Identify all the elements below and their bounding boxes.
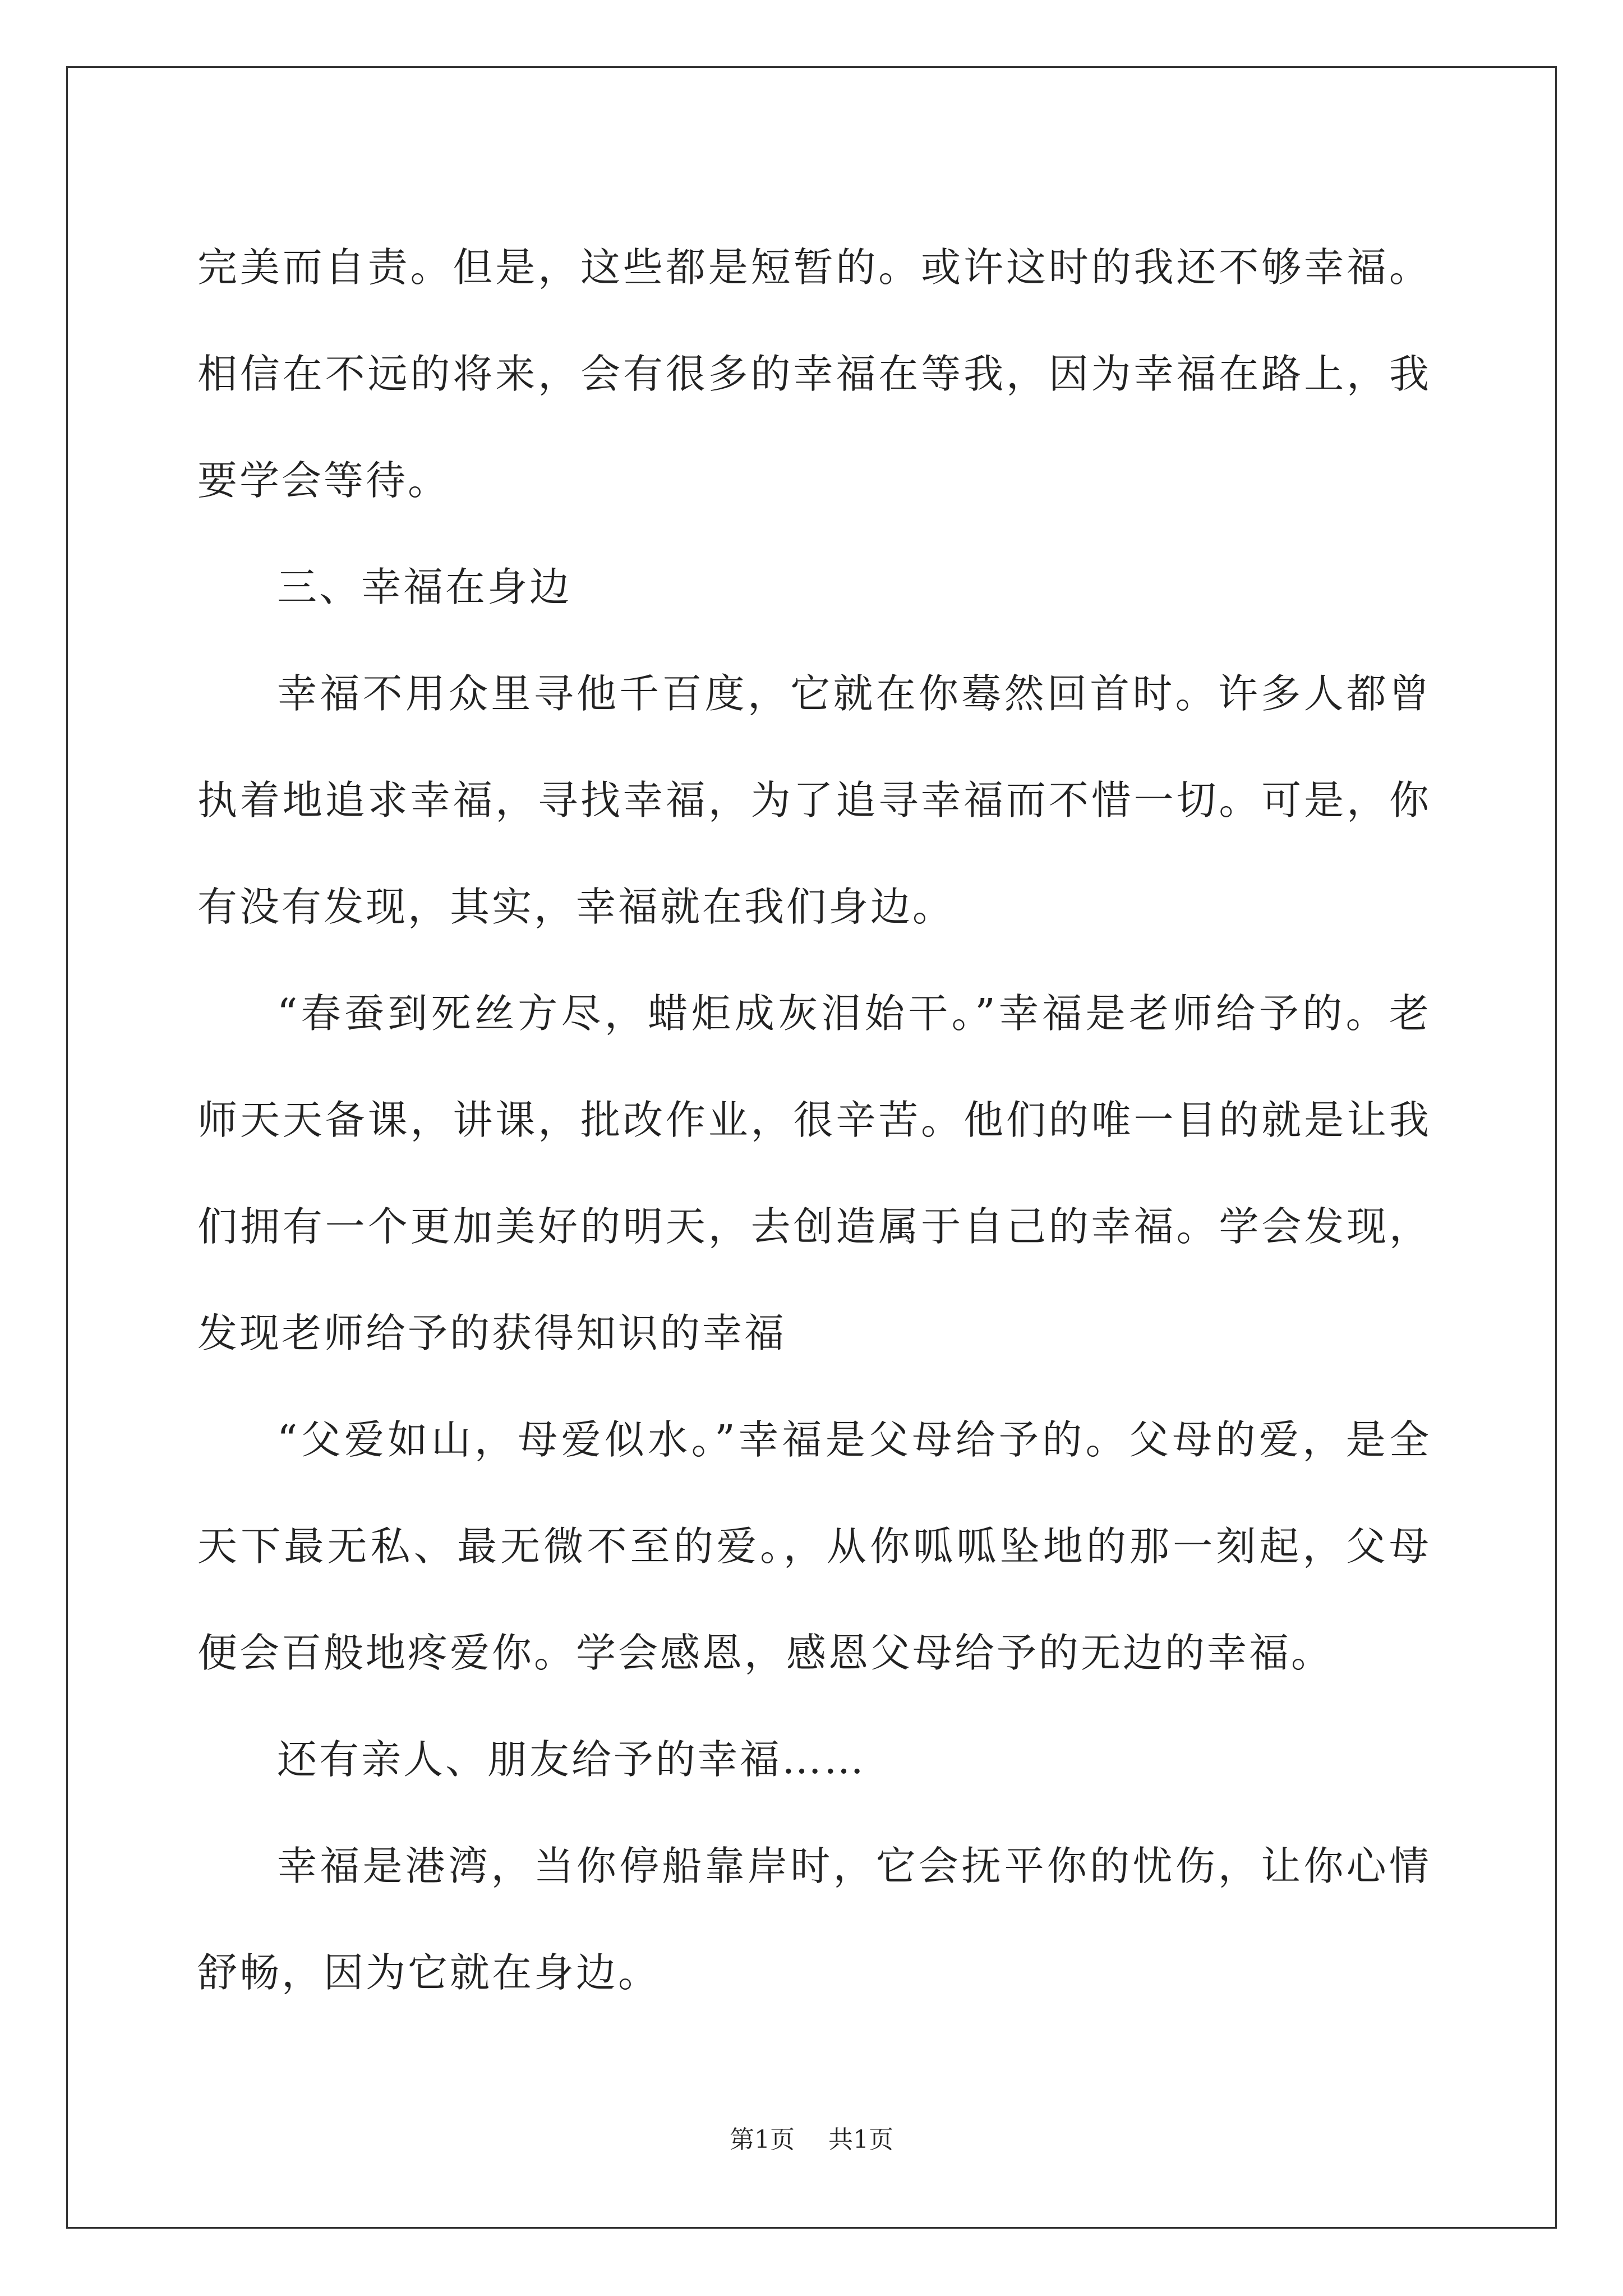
- page-footer: [0, 2123, 1623, 2157]
- paragraph-continuation: 完美而自责。但是，这些都是短暂的。或许这时的我还不够幸福。相信在不远的将来，会有很多的幸福在等我，因为幸福在路上，我要学会等待。: [197, 244, 1431, 504]
- paragraph-intro: 幸福不用众里寻他千百度，它就在你蓦然回首时。许多人都曾执着地追求幸福，寻找幸福，为了追寻幸福而不惜一切。可是，你有没有发现，其实，幸福就在我们身边。: [197, 670, 1431, 930]
- paragraph-friends: 还有亲人、朋友给予的幸福……: [277, 1736, 866, 1783]
- page-total: 共1页: [828, 2125, 893, 2154]
- paragraph-harbor: 幸福是港湾，当你停船靠岸时，它会抚平你的忧伤，让你心情舒畅，因为它就在身边。: [197, 1843, 1431, 1996]
- document-body: [197, 214, 1431, 2026]
- paragraph-parents: “父爱如山，母爱似水。”幸福是父母给予的。父母的爱，是全天下最无私、最无微不至的爱。，从你呱呱坠地的那一刻起，父母便会百般地疼爱你。学会感恩，感恩父母给予的无边的幸福。: [197, 1416, 1431, 1676]
- page-number: 第1页: [730, 2125, 795, 2154]
- section-heading: 三、幸福在身边: [277, 564, 572, 610]
- paragraph-teacher: “春蚕到死丝方尽，蜡炬成灰泪始干。”幸福是老师给予的。老师天天备课，讲课，批改作业，很辛苦。他们的唯一目的就是让我们拥有一个更加美好的明天，去创造属于自己的幸福。学会发现，发现老师给予的获得知识的幸福: [197, 990, 1431, 1356]
